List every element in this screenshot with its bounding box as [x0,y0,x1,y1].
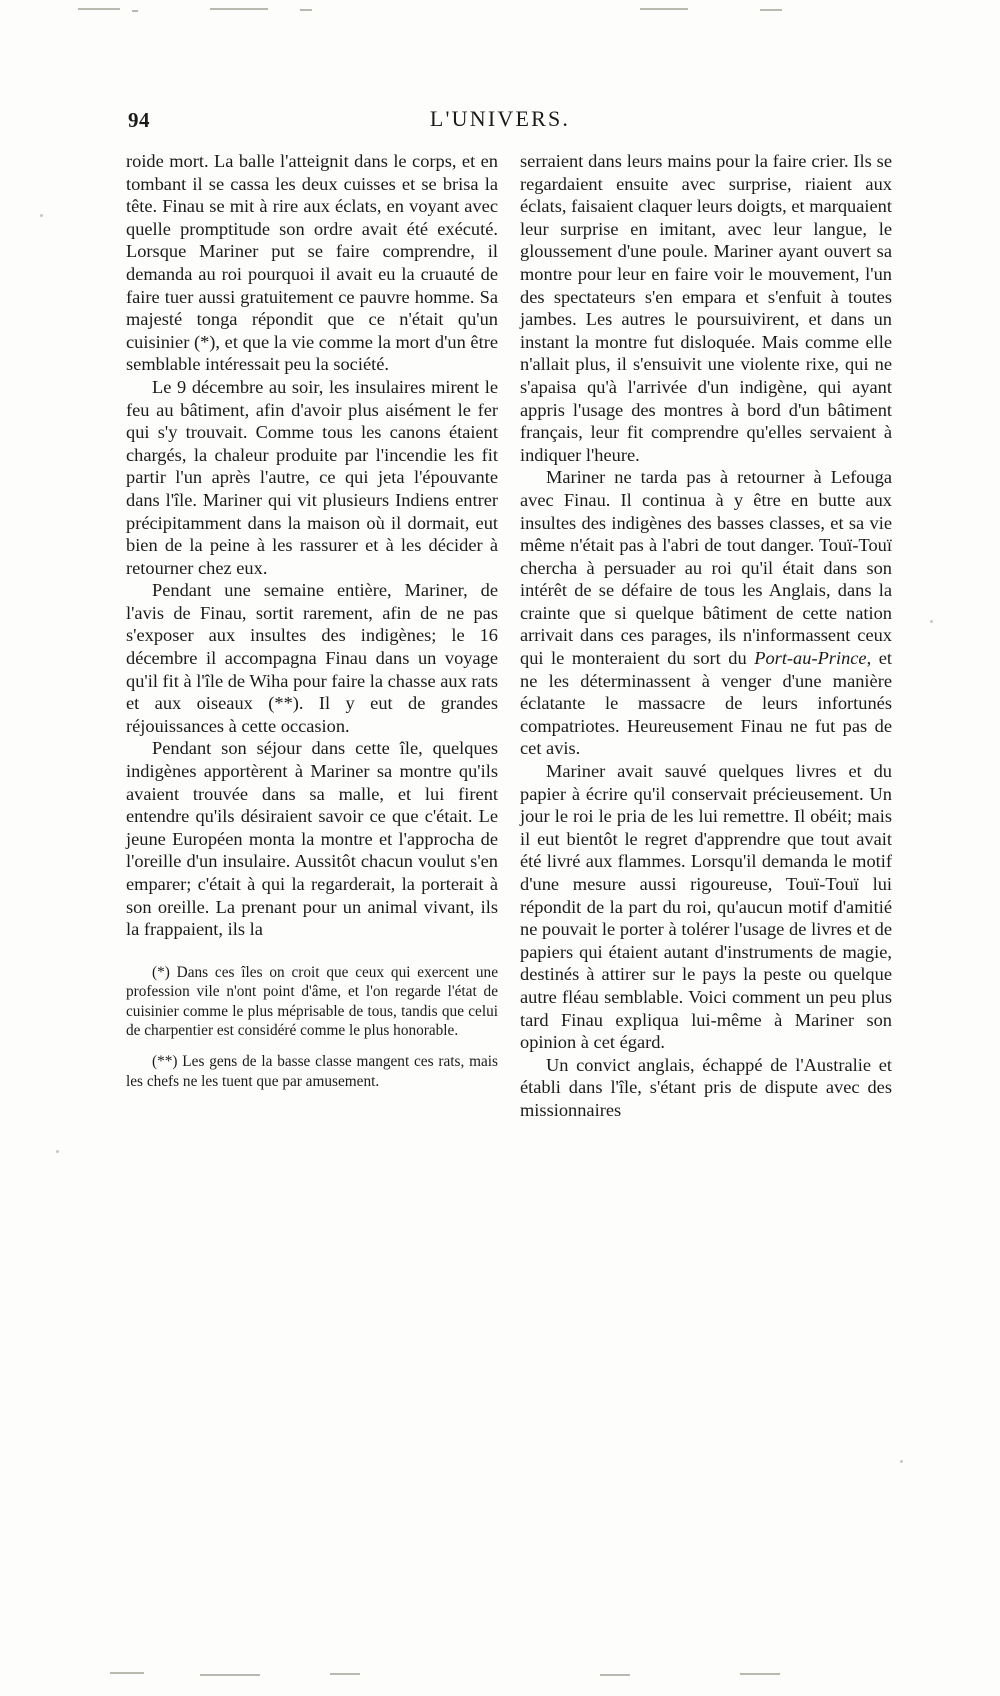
scan-artifact [640,8,688,10]
italic-title: Port-au-Prince [754,648,867,669]
scan-artifact [300,9,312,11]
footnote: (**) Les gens de la basse classe mangent ces rats, mais les chefs ne les tuent que par amusement. [126,1053,498,1090]
scan-speck [56,1150,59,1153]
scan-artifact [760,9,782,11]
scan-speck [900,1460,903,1463]
scan-speck [40,214,43,217]
footnote: (*) Dans ces îles on croit que ceux qui exercent une profession vile n'ont point d'âme, et l'on regarde l'état de cuisinier comme le plus méprisable de tous, tandis que celui de charpentier est considéré comme le plus honorable. [126,963,498,1039]
scan-artifact [78,8,120,10]
page-number: 94 [128,108,150,132]
left-column [126,150,498,1103]
scan-artifact [210,8,268,10]
right-column [520,150,892,1122]
running-title: L'UNIVERS. [429,106,571,131]
paragraph: Un convict anglais, échappé de l'Australie et établi dans l'île, s'étant pris de dispute avec des missionnaires [520,1054,892,1120]
paragraph: serraient dans leurs mains pour la faire crier. Ils se regardaient ensuite avec surprise, riaient aux éclats, faisaient claquer leurs doigts, et marquaient leur surprise en imitant, avec leur langue, le gloussement d'une poule. Mariner ayant ouvert sa montre pour leur en faire voir le mouvement, l'un des spectateurs s'en empara et s'enfuit à toutes jambes. Les autres le poursuivirent, et dans un instant la montre fut disloquée. Mais comme elle n'allait plus, il s'ensuivit une violente rixe, qui ne s'apaisa qu'à l'arrivée d'un indigène, qui ayant appris l'usage des montres à bord d'un bâtiment français, leur fit comprendre qu'elles servaient à indiquer l'heure. [520,151,892,465]
paragraph: Pendant son séjour dans cette île, quelques indigènes apportèrent à Mariner sa montre qu'ils avaient trouvée dans sa malle, et lui firent entendre qu'ils désiraient savoir ce que c'était. Le jeune Européen monta la montre et l'approcha de l'oreille d'un insulaire. Aussitôt chacun voulut s'en emparer; c'était à qui la regarderait, la porterait à son oreille. La prenant pour un animal vivant, ils la frappaient, ils la [126,738,498,940]
paragraph: roide mort. La balle l'atteignit dans le corps, et en tombant il se cassa les deux cuisses et se brisa la tête. Finau se mit à rire aux éclats, en voyant avec quelle promptitude son ordre avait été exécuté. Lorsque Mariner put se faire comprendre, il demanda au roi pourquoi il avait eu la cruauté de faire tuer aussi gratuitement ce pauvre homme. Sa majesté tonga répondit que ce n'était qu'un cuisinier (*), et que la vie comme la mort d'un être semblable intéressait peu la société. [126,151,498,375]
scan-artifact [200,1674,260,1676]
scan-artifact [132,10,138,12]
scan-artifact [600,1674,630,1676]
paragraph: Pendant une semaine entière, Mariner, de l'avis de Finau, sortit rarement, afin de ne pas s'exposer aux insultes des indigènes; le 16 décembre il accompagna Finau dans un voyage qu'il fit à l'île de Wiha pour faire la chasse aux rats et aux oiseaux (**). Il y eut de grandes réjouissances à cette occasion. [126,580,498,736]
scan-artifact [330,1673,360,1675]
paragraph: Mariner ne tarda pas à retourner à Lefouga avec Finau. Il continua à y être en butte aux insultes des indigènes des basses classes, et sa vie même n'était pas à l'abri de tout danger. Touï-Touï chercha à persuader au roi qu'il était dans son intérêt de se défaire de tous les Anglais, dans la crainte que si quelque bâtiment de cette nation arrivait dans ces parages, ils n'informassent ceux qui le monteraient du sort du Port-au-Prince, et ne les déterminassent à venger d'une manière éclatante le massacre de leurs infortunés compatriotes. Heureusement Finau ne fut pas de cet avis. [520,467,893,759]
paragraph: Le 9 décembre au soir, les insulaires mirent le feu au bâtiment, afin d'avoir plus aisément le fer qui s'y trouvait. Comme tous les canons étaient chargés, la chaleur produite par l'incendie les fit partir l'un après l'autre, ce qui jeta l'épouvante dans l'île. Mariner qui vit plusieurs Indiens entrer précipitamment dans la maison où il dormait, eut bien de la peine à les rassurer et à les décider à retourner chez eux. [126,376,498,578]
paragraph: Mariner avait sauvé quelques livres et du papier à écrire qu'il conservait précieusement. Un jour le roi le pria de les lui remettre. Il obéit; mais il eut bientôt le regret d'apprendre que tout avait été livré aux flammes. Lorsqu'il demanda le motif d'une mesure aussi rigoureuse, Touï-Touï lui répondit de la part du roi, qu'aucun motif d'amitié ne pouvait le porter à tolérer l'usage de livres et de papiers qui étaient autant d'instruments de magie, destinés à attirer sur le pays la peste ou quelque autre fléau semblable. Voici comment un peu plus tard Finau expliqua lui-même à Mariner son opinion à cet égard. [520,761,892,1053]
scan-speck [930,620,933,623]
scan-artifact [740,1673,780,1675]
footnote-block [126,963,498,1091]
scan-artifact [110,1672,144,1674]
